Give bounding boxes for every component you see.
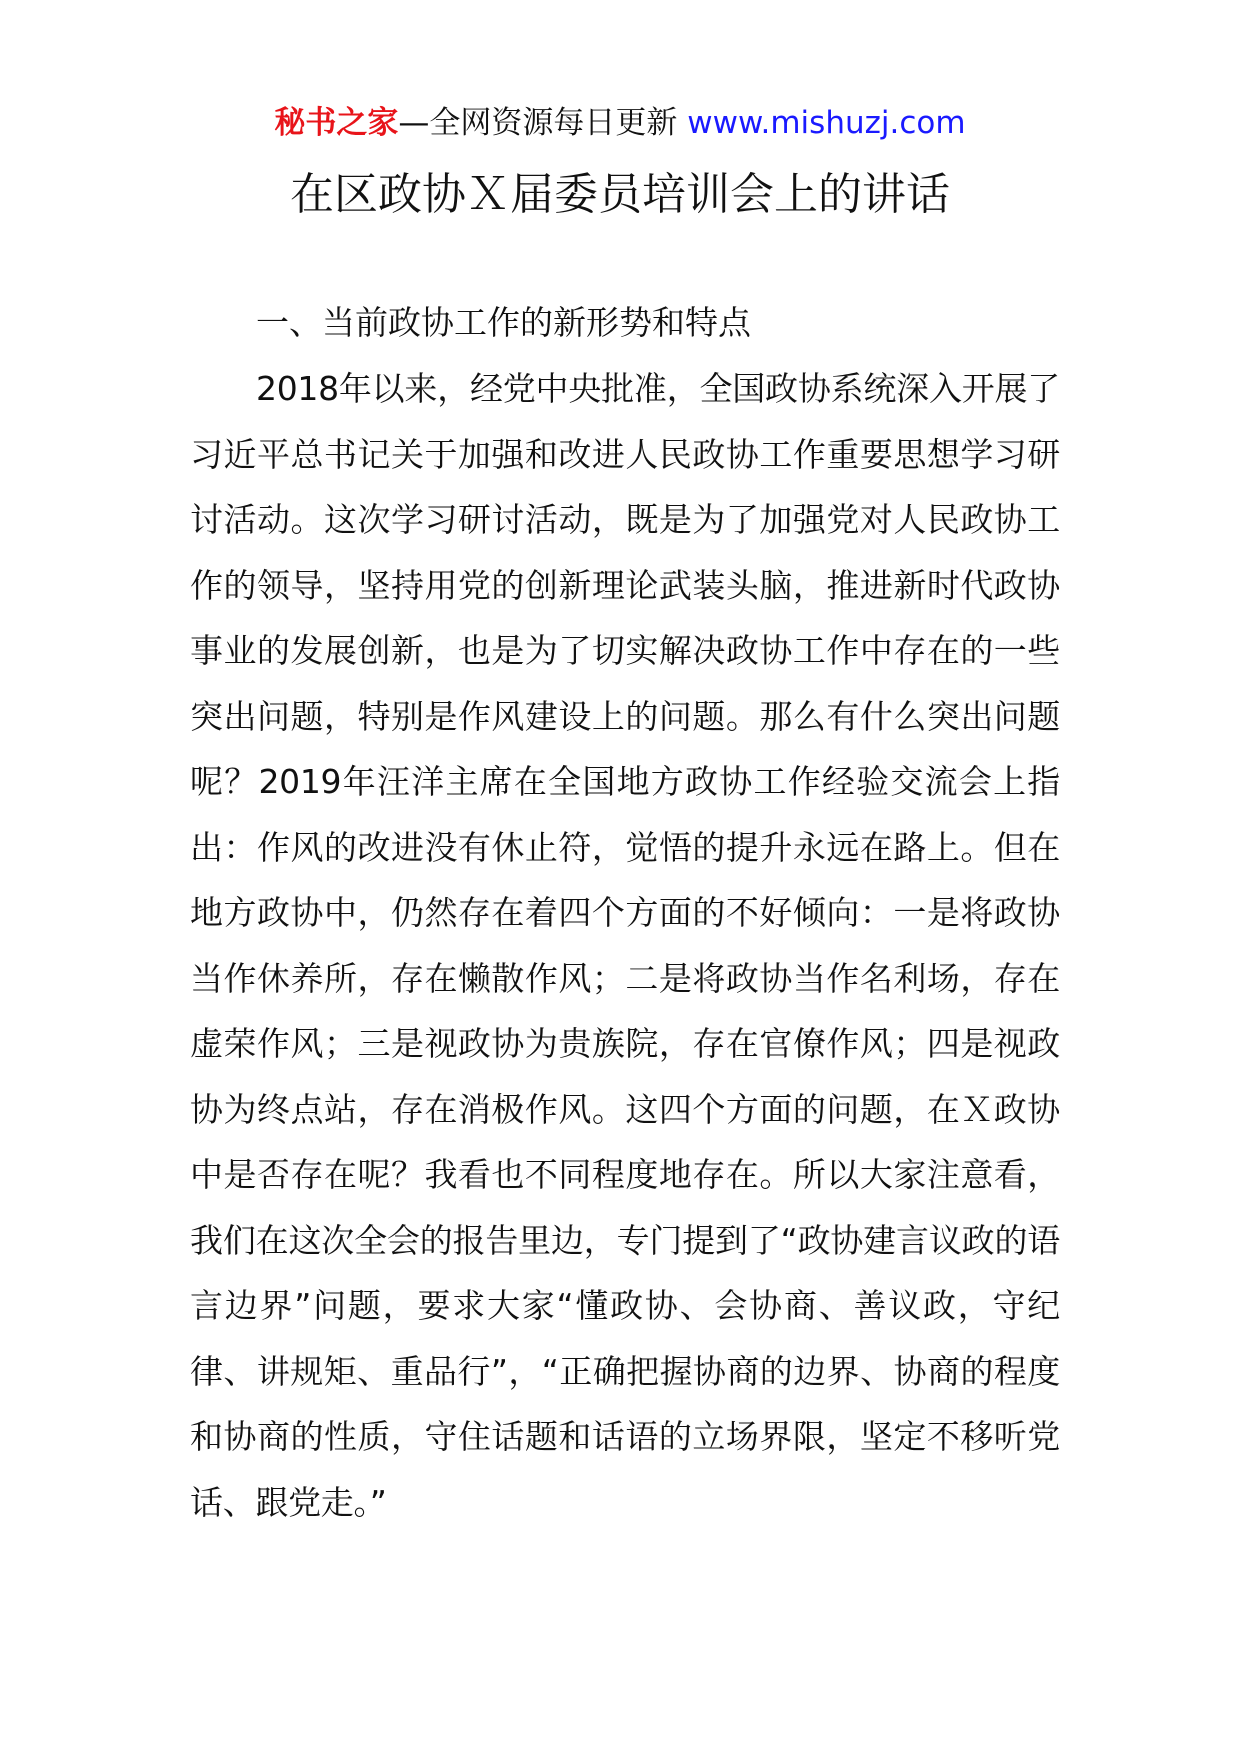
brand-name: 秘书之家	[274, 105, 399, 141]
document-title: 在区政协Ｘ届委员培训会上的讲话	[290, 169, 950, 220]
banner-tagline: —全网资源每日更新	[398, 105, 688, 141]
body-paragraph: 2018年以来，经党中央批准，全国政协系统深入开展了习近平总书记关于加强和改进人民政协工作重要思想学习研讨活动。这次学习研讨活动，既是为了加强党对人民政协工作的领导，坚持用党的创新理论武装头脑，推进新时代政协事业的发展创新，也是为了切实解决政协工作中存在的一些突出问题，特别是作风建设上的问题。那么有什么突出问题呢？2019年汪洋主席在全国地方政协工作经验交流会上指出：作风的改进没有休止符，觉悟的提升永远在路上。但在地方政协中，仍然存在着四个方面的不好倾向：一是将政协当作休养所，存在懒散作风；二是将政协当作名利场，存在虚荣作风；三是视政协为贵族院，存在官僚作风；四是视政协为终点站，存在消极作风。这四个方面的问题，在Ｘ政协中是否存在呢？我看也不同程度地存在。所以大家注意看，我们在这次全会的报告里边，专门提到了“政协建言议政的语言边界”问题，要求大家“懂政协、会协商、善议政，守纪律、讲规矩、重品行”，“正确把握协商的边界、协商的程度和协商的性质，守住话题和话语的立场界限，坚定不移听党话、跟党走。”	[190, 369, 1060, 1522]
site-banner	[0, 103, 1240, 143]
document-body	[190, 290, 1060, 1535]
section-heading: 一、当前政协工作的新形势和特点	[256, 303, 751, 342]
site-url-link[interactable]: www.mishuzj.com	[687, 105, 966, 141]
